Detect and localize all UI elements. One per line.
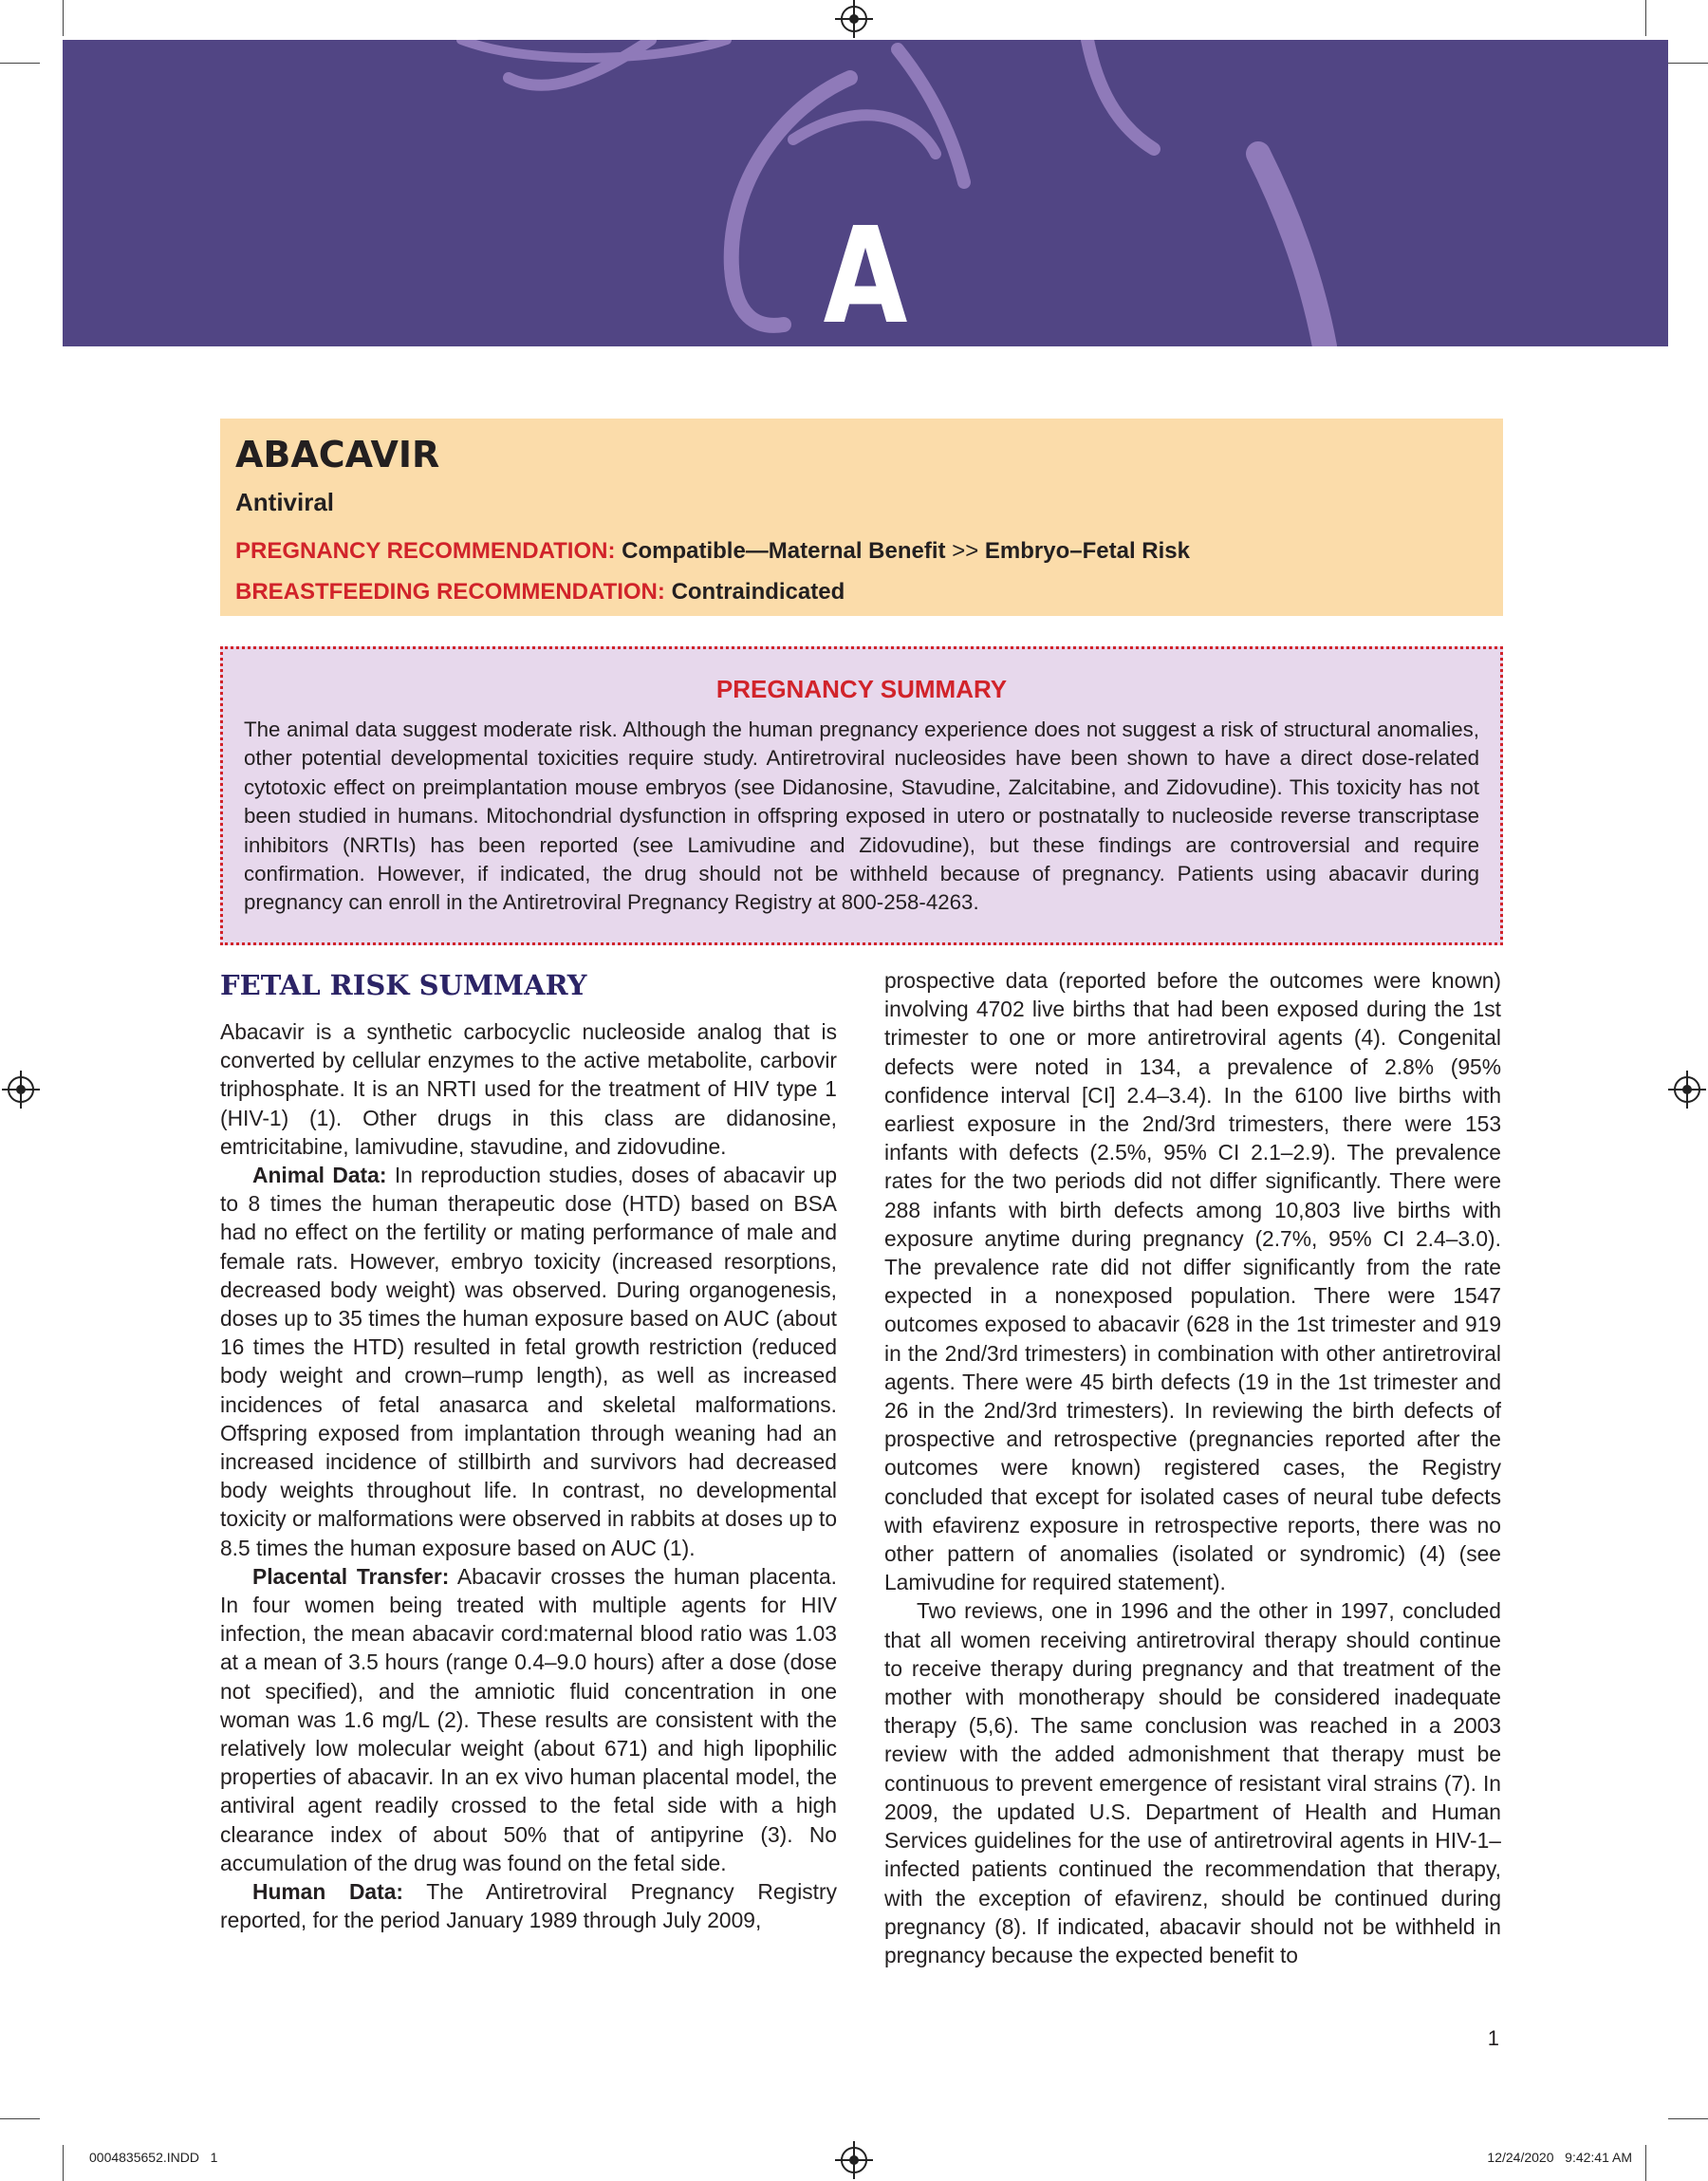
- crop-mark: [1668, 63, 1708, 64]
- breastfeeding-recommendation-value: Contraindicated: [671, 579, 845, 605]
- crop-mark: [1668, 2118, 1708, 2119]
- pregnancy-summary-text: The animal data suggest moderate risk. Although the human pregnancy experience does not suggest a risk of structural anomalies, other potential developmental toxicities require study. Antiretroviral nucleosides have been shown to have a direct dose-related cytotoxic effect on preimplantation mouse embryos (see Didanosine, Stavudine, Zalcitabine, and Zidovudine). This toxicity has not been studied in humans. Mitochondrial dysfunction in offspring exposed in utero or postnatally to nucleoside reverse transcriptase inhibitors (NRTIs) has been reported (see Lamivudine and Zidovudine), but these findings are controversial and require confirmation. However, if indicated, the drug should not be withheld because of pregnancy. Patients using abacavir during pregnancy can enroll in the Antiretroviral Pregnancy Registry at 800-258-4263.: [244, 718, 1479, 915]
- reviews-paragraph: Two reviews, one in 1996 and the other in 1997, concluded that all women receiving antiretroviral therapy should continue to receive therapy during pregnancy and that treatment of the mother with monotherapy should be considered inadequate therapy (5,6). The same conclusion was reached in a 2003 review with the added admonishment that therapy must be continuous to prevent emergence of resistant viral strains (7). In 2009, the updated U.S. Department of Health and Human Services guidelines for the use of antiretroviral agents in HIV-1–infected patients continued the recommendation that therapy, with the exception of efavirenz, should be continued during pregnancy (8). If indicated, abacavir should not be withheld in pregnancy because the expected benefit to: [884, 1598, 1501, 1967]
- placental-transfer-label: Placental Transfer:: [252, 1563, 450, 1589]
- animal-data-label: Animal Data:: [252, 1163, 387, 1188]
- animal-data-paragraph: [220, 1161, 837, 1562]
- crop-mark: [63, 2145, 64, 2181]
- registration-mark-icon: [8, 1076, 34, 1103]
- fetal-risk-summary-heading: FETAL RISK SUMMARY: [220, 969, 587, 1001]
- breastfeeding-recommendation-label: BREASTFEEDING RECOMMENDATION:: [235, 579, 665, 605]
- print-slug-timestamp: 12/24/2020 9:42:41 AM: [1487, 2150, 1632, 2165]
- registration-mark-icon: [841, 2147, 867, 2173]
- pregnancy-recommendation-value: Compatible—Maternal Benefit: [622, 538, 946, 564]
- pregnancy-recommendation-label: PREGNANCY RECOMMENDATION:: [235, 538, 616, 564]
- left-column: [220, 966, 837, 1935]
- placental-transfer-paragraph: [220, 1562, 837, 1877]
- crop-mark: [0, 2118, 40, 2119]
- page-number: 1: [1487, 2026, 1499, 2050]
- registration-mark-icon: [841, 6, 867, 32]
- chapter-banner: [63, 40, 1668, 346]
- drug-class: Antiviral: [235, 488, 335, 516]
- right-column: [884, 966, 1501, 1969]
- pregnancy-summary-box: [220, 646, 1503, 945]
- drug-name: ABACAVIR: [235, 434, 440, 475]
- drug-header-box: [220, 419, 1503, 616]
- chapter-letter: A: [823, 199, 908, 346]
- crop-mark: [1645, 2145, 1646, 2181]
- human-data-label: Human Data:: [252, 1879, 403, 1905]
- registration-mark-icon: [1674, 1076, 1700, 1103]
- crop-mark: [1645, 0, 1646, 36]
- crop-mark: [0, 63, 40, 64]
- registry-paragraph: prospective data (reported before the outcomes were known) involving 4702 live births that had been exposed during the 1st trimester to one or more antiretroviral agents (4). Congenital defects were noted in 134, a prevalence of 2.8% (95% confidence interval [CI] 2.4–3.4). In the 6100 live births with earliest exposure in the 2nd/3rd trimesters, there were 153 infants with defects (2.5%, 95% CI 2.1–2.9). The prevalence rates for the two periods did not differ significantly. There were 288 infants with birth defects among 10,803 live births with exposure anytime during pregnancy (2.7%, 95% CI 2.4–3.0). The prevalence rate did not differ significantly from the rate expected in a nonexposed population. There were 1547 outcomes exposed to abacavir (628 in the 1st trimester and 919 in the 2nd/3rd trimesters) in combination with other antiretroviral agents. There were 45 birth defects (19 in the 1st trimester and 26 in the 2nd/3rd trimesters). In reviewing the birth defects of prospective and retrospective (pregnancies reported after the outcomes were known) registered cases, the Registry concluded that except for isolated cases of neural tube defects with efavirenz exposure in retrospective reports, there was no other pattern of anomalies (isolated or syndromic) (4) (see Lamivudine for required statement).: [884, 968, 1501, 1595]
- placental-transfer-text: Abacavir crosses the human placenta. In four women being treated with multiple agents for HIV infection, the mean abacavir cord:maternal blood ratio was 1.03 at a mean of 3.5 hours (range 0.4–9.0 hours) after a dose (dose not specified), and the amniotic fluid concentration in one woman was 1.6 mg/L (2). These results are consistent with the relatively low molecular weight (about 671) and high lipophilic properties of abacavir. In an ex vivo human placental model, the antiviral agent readily crossed to the fetal side with a high clearance index of about 50% that of antipyrine (3). No accumulation of the drug was found on the fetal side.: [220, 1563, 837, 1875]
- human-data-text: The Antiretroviral Pregnancy Registry reported, for the period January 1989 through July 2009,: [220, 1879, 837, 1933]
- breastfeeding-recommendation: [235, 571, 1488, 612]
- animal-data-text: In reproduction studies, doses of abacavir up to 8 times the human therapeutic dose (HTD) based on BSA had no effect on the fertility or mating performance of male and female rats. However, embryo toxicity (increased resorptions, decreased body weight) was observed. During organogenesis, doses up to 35 times the human exposure based on AUC (about 16 times the HTD) resulted in fetal growth restriction (reduced body weight and crown–rump length), as well as increased incidences of fetal anasarca and skeletal malformations. Offspring exposed from implantation through weaning had an increased incidence of stillbirth and survivors had decreased body weights throughout life. In contrast, no developmental toxicity or malformations were observed in rabbits at doses up to 8.5 times the human exposure based on AUC (1).: [220, 1163, 838, 1560]
- human-data-paragraph: [220, 1877, 837, 1934]
- intro-paragraph: Abacavir is a synthetic carbocyclic nucleoside analog that is converted by cellular enzymes to the active metabolite, carbovir triphosphate. It is an NRTI used for the treatment of HIV type 1 (HIV-1) (1). Other drugs in this class are didanosine, emtricitabine, lamivudine, stavudine, and zidovudine.: [220, 1019, 837, 1159]
- print-slug-file: 0004835652.INDD 1: [89, 2150, 218, 2165]
- pregnancy-summary-title: PREGNANCY SUMMARY: [715, 675, 1008, 703]
- recommendation-separator: >>: [952, 538, 979, 564]
- pregnancy-recommendation-risk: Embryo–Fetal Risk: [984, 538, 1190, 564]
- pregnancy-recommendation: [235, 531, 1488, 571]
- crop-mark: [63, 0, 64, 36]
